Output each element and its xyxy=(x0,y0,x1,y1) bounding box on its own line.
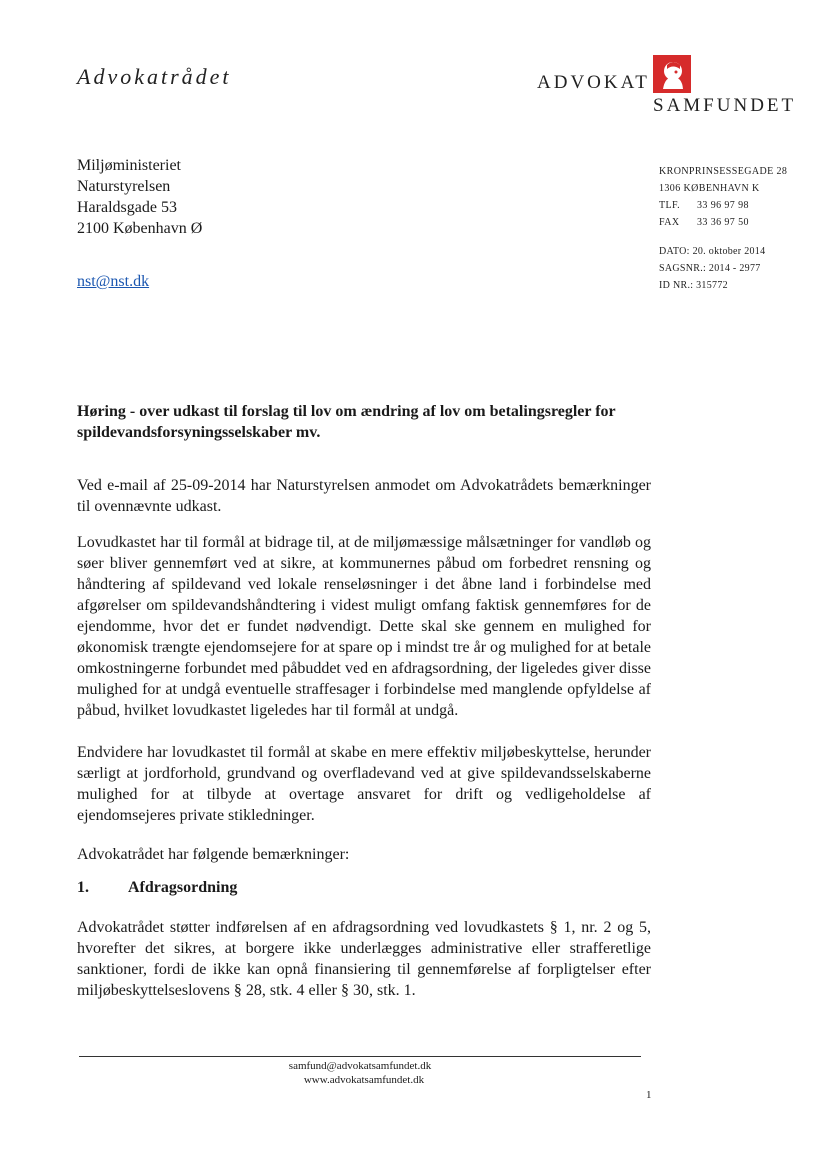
letter-subject: Høring - over udkast til forslag til lov om ændring af lov om betalingsregler for spildevandsforsyningsselskaber mv. xyxy=(77,403,616,441)
letter-meta xyxy=(659,243,765,294)
sender-address xyxy=(659,163,787,231)
recipient-email-link[interactable]: nst@nst.dk xyxy=(77,273,150,290)
page-number: 1 xyxy=(646,1089,652,1101)
body-paragraph: Advokatrådet har følgende bemærkninger: xyxy=(77,846,350,863)
body-paragraph: Endvidere har lovudkastet til formål at skabe en mere effektiv miljøbeskyttelse, herunder særligt at jordforhold, grundvand og overfladevand ved at give spildevandsselskaberne mulighed for at tilbyde at overtage ansvaret for drift og vedligeholdelse af ejendomsejeres private stikledninger. xyxy=(77,744,651,824)
footer-divider xyxy=(79,1056,641,1057)
footer-email: samfund@advokatsamfundet.dk xyxy=(288,1060,432,1072)
recipient-line: Haraldsgade 53 xyxy=(77,199,177,216)
id-number: ID NR.: 315772 xyxy=(659,280,728,291)
recipient-address xyxy=(77,155,202,239)
recipient-line: 2100 København Ø xyxy=(77,220,203,237)
case-number: SAGSNR.: 2014 - 2977 xyxy=(659,263,761,274)
fax-label: FAX xyxy=(659,217,680,228)
section-number: 1. xyxy=(77,879,89,896)
section-paragraph: Advokatrådet støtter indførelsen af en afdragsordning ved lovudkastets § 1, nr. 2 og 5, hvorefter det sikres, at borgere ikke underlægges administrative eller strafferetlige sanktioner, fordi de ikke kan opnå finansiering til gennemførelse af forpligtelser efter miljøbeskyttelseslovens § 28, stk. 4 eller § 30, stk. 1. xyxy=(77,919,651,999)
sender-city: 1306 KØBENHAVN K xyxy=(659,183,760,194)
sender-fax xyxy=(659,214,787,231)
body-paragraph: Lovudkastet har til formål at bidrage til, at de miljømæssige målsætninger for vandløb og søer bliver gennemført ved at sikre, at kommunernes påbud om forbedret rensning og håndtering af spildevand ved lokale renseløsninger i det åbne land i forbindelse med afgørelser om spildevandshåndtering i videst muligt omfang faktisk gennemføres for de ejendomme, hvor det er fundet nødvendigt. Dette skal ske gennem en mulighed for økonomisk trængte ejendomsejere for at spare op i mindst tre år og mulighed for at betale omkostningerne forbundet med påbuddet ved en afdragsordning, der ligeledes giver disse mulighed for at undgå eventuelle straffesager i forbindelse med manglende opfyldelse af påbud, hvilket lovudkastet ligeledes har til formål at undgå. xyxy=(77,534,651,719)
recipient-line: Miljøministeriet xyxy=(77,157,181,174)
footer-website: www.advokatsamfundet.dk xyxy=(303,1074,425,1086)
recipient-line: Naturstyrelsen xyxy=(77,178,171,195)
sender-phone xyxy=(659,197,787,214)
advokatsamfundet-logo-icon xyxy=(653,55,691,93)
phone-label: TLF. xyxy=(659,200,681,211)
logo-text-advokat: ADVOKAT xyxy=(537,72,650,93)
phone-number: 33 96 97 98 xyxy=(697,200,749,211)
letter-date: DATO: 20. oktober 2014 xyxy=(659,246,766,257)
body-paragraph: Ved e-mail af 25-09-2014 har Naturstyrelsen anmodet om Advokatrådets bemærkninger til ovennævnte udkast. xyxy=(77,477,651,515)
sender-street: KRONPRINSESSEGADE 28 xyxy=(659,166,788,177)
section-title: Afdragsordning xyxy=(128,879,238,896)
brand-name: Advokatrådet xyxy=(77,64,232,89)
fax-number: 33 36 97 50 xyxy=(697,217,749,228)
logo-text-samfundet: SAMFUNDET xyxy=(653,95,797,116)
